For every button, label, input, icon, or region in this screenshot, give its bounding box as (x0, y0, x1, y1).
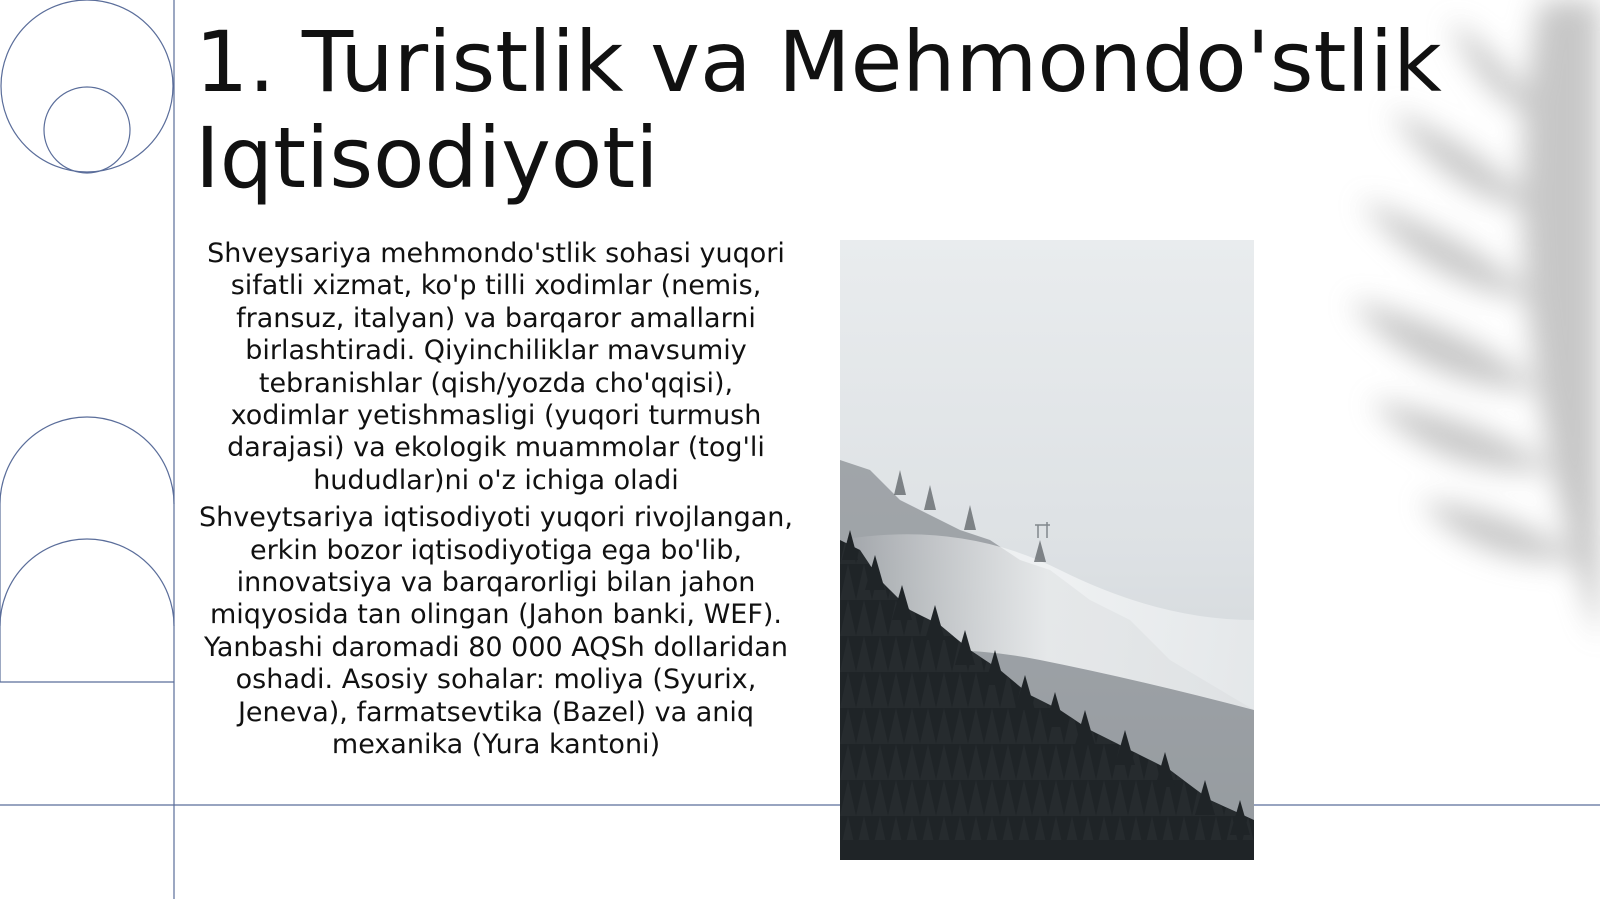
lower-arch-outline (0, 539, 174, 626)
body-text-block (196, 238, 796, 767)
misty-forest-photo (840, 240, 1254, 860)
large-circle-outline (1, 0, 173, 172)
paragraph-hospitality: Shveysariya mehmondo'stlik sohasi yuqori sifatli xizmat, ko'p tilli xodimlar (nemis, fransuz, italyan) va barqaror amallarni birlashtiradi. Qiyinchiliklar mavsumiy tebranishlar (qish/yozda cho'qqisi), xodimlar yetishmasligi (yuqori turmush darajasi) va ekologik muammolar (tog'li hududlar)ni o'z ichiga oladi (207, 238, 785, 496)
slide-title (195, 14, 1495, 206)
upper-arch-outline (0, 417, 174, 504)
paragraph-economy: Shveytsariya iqtisodiyoti yuqori rivojlangan, erkin bozor iqtisodiyotiga ega bo'lib, innovatsiya va barqarorligi bilan jahon miqyosida tan olingan (Jahon banki, WEF). Yanbashi daromadi 80 000 AQSh dollaridan oshadi. Asosiy sohalar: moliya (Syurix, Jeneva), farmatsevtika (Bazel) va aniq mexanika (Yura kantoni) (199, 502, 793, 761)
small-circle-outline (44, 87, 130, 173)
title-line-2: Iqtisodiyoti (195, 109, 659, 207)
title-line-1: 1. Turistlik va Mehmondo'stlik (195, 13, 1442, 111)
